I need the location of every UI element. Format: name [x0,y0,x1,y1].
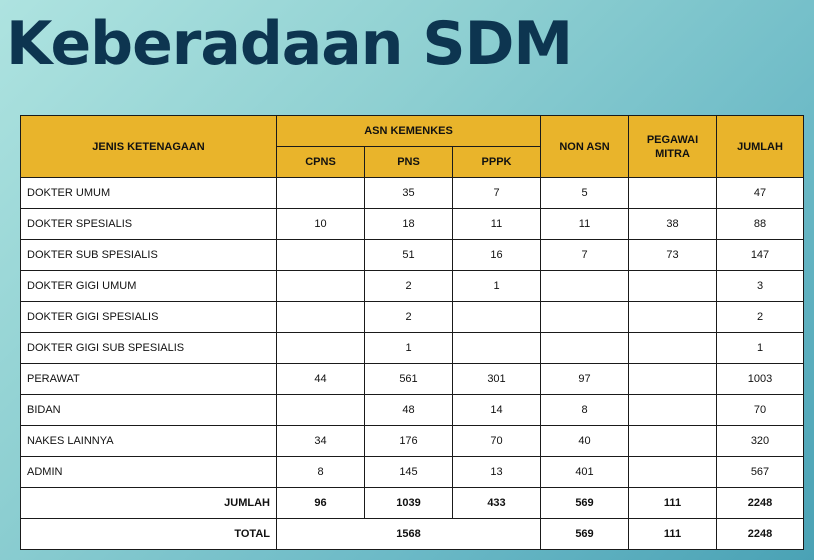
row-pppk-cell: 14 [453,395,541,426]
row-pppk-cell: 13 [453,457,541,488]
table-row [21,240,804,271]
row-cpns-cell [277,178,365,209]
row-pns-cell: 48 [365,395,453,426]
row-jenis-ketenagaan: DOKTER GIGI SPESIALIS [21,302,277,333]
row-mitra-cell [629,178,717,209]
header-jumlah: JUMLAH [717,116,804,178]
row-jenis-ketenagaan: BIDAN [21,395,277,426]
row-jumlah-cell: 1 [717,333,804,364]
header-pegawai-mitra: PEGAWAI MITRA [629,116,717,178]
row-jumlah-cell: 47 [717,178,804,209]
row-jenis-ketenagaan: PERAWAT [21,364,277,395]
row-pppk-cell: 11 [453,209,541,240]
row-pppk-cell [453,302,541,333]
row-non-asn-cell: 8 [541,395,629,426]
sdm-table [20,115,804,550]
row-pppk-cell: 7 [453,178,541,209]
row-non-asn-cell: 5 [541,178,629,209]
row-non-asn-cell [541,302,629,333]
row-pppk-cell: 70 [453,426,541,457]
row-pns-cell: 2 [365,302,453,333]
table-row [21,178,804,209]
total-asn: 1568 [277,519,541,550]
table-row [21,302,804,333]
row-cpns-cell [277,302,365,333]
row-cpns-cell: 44 [277,364,365,395]
row-pns-cell: 145 [365,457,453,488]
row-cpns-cell: 8 [277,457,365,488]
row-pns-cell: 176 [365,426,453,457]
row-pppk-cell: 16 [453,240,541,271]
row-non-asn-cell [541,333,629,364]
row-jumlah-cell: 3 [717,271,804,302]
row-jumlah-cell: 2 [717,302,804,333]
row-jenis-ketenagaan: DOKTER GIGI SUB SPESIALIS [21,333,277,364]
jumlah-label: JUMLAH [21,488,277,519]
row-cpns-cell: 34 [277,426,365,457]
row-pns-cell: 35 [365,178,453,209]
row-pns-cell: 1 [365,333,453,364]
row-mitra-cell [629,364,717,395]
row-cpns-cell: 10 [277,209,365,240]
header-cpns: CPNS [277,147,365,178]
jumlah-total: 2248 [717,488,804,519]
header-jenis-ketenagaan: JENIS KETENAGAAN [21,116,277,178]
table-row [21,333,804,364]
row-non-asn-cell: 7 [541,240,629,271]
jumlah-pppk: 433 [453,488,541,519]
page-title: Keberadaan SDM [6,9,573,79]
row-cpns-cell [277,333,365,364]
row-jumlah-cell: 567 [717,457,804,488]
row-jumlah-cell: 1003 [717,364,804,395]
row-pns-cell: 18 [365,209,453,240]
row-cpns-cell [277,271,365,302]
header-asn-kemenkes: ASN KEMENKES [277,116,541,147]
row-jenis-ketenagaan: DOKTER SUB SPESIALIS [21,240,277,271]
row-mitra-cell [629,302,717,333]
row-non-asn-cell: 401 [541,457,629,488]
row-mitra-cell [629,333,717,364]
total-non-asn: 569 [541,519,629,550]
jumlah-pns: 1039 [365,488,453,519]
row-mitra-cell: 38 [629,209,717,240]
row-cpns-cell [277,240,365,271]
row-non-asn-cell: 40 [541,426,629,457]
jumlah-non-asn: 569 [541,488,629,519]
row-jenis-ketenagaan: DOKTER UMUM [21,178,277,209]
row-jenis-ketenagaan: DOKTER SPESIALIS [21,209,277,240]
row-mitra-cell [629,457,717,488]
row-pppk-cell [453,333,541,364]
jumlah-cpns: 96 [277,488,365,519]
row-mitra-cell: 73 [629,240,717,271]
table-row [21,426,804,457]
table-row [21,209,804,240]
row-jenis-ketenagaan: DOKTER GIGI UMUM [21,271,277,302]
row-cpns-cell [277,395,365,426]
table-row [21,364,804,395]
row-mitra-cell [629,395,717,426]
total-mitra: 111 [629,519,717,550]
row-mitra-cell [629,426,717,457]
row-non-asn-cell: 97 [541,364,629,395]
row-jenis-ketenagaan: ADMIN [21,457,277,488]
row-non-asn-cell [541,271,629,302]
header-non-asn: NON ASN [541,116,629,178]
row-pppk-cell: 301 [453,364,541,395]
total-jumlah: 2248 [717,519,804,550]
row-non-asn-cell: 11 [541,209,629,240]
total-row [21,519,804,550]
header-pppk: PPPK [453,147,541,178]
row-jumlah-cell: 320 [717,426,804,457]
row-pppk-cell: 1 [453,271,541,302]
header-pns: PNS [365,147,453,178]
table-body [21,178,804,550]
row-pns-cell: 561 [365,364,453,395]
row-pns-cell: 2 [365,271,453,302]
table-row [21,457,804,488]
jumlah-mitra: 111 [629,488,717,519]
row-jenis-ketenagaan: NAKES LAINNYA [21,426,277,457]
row-pns-cell: 51 [365,240,453,271]
row-jumlah-cell: 70 [717,395,804,426]
jumlah-row [21,488,804,519]
table-row [21,395,804,426]
row-mitra-cell [629,271,717,302]
table-row [21,271,804,302]
row-jumlah-cell: 88 [717,209,804,240]
total-label: TOTAL [21,519,277,550]
row-jumlah-cell: 147 [717,240,804,271]
